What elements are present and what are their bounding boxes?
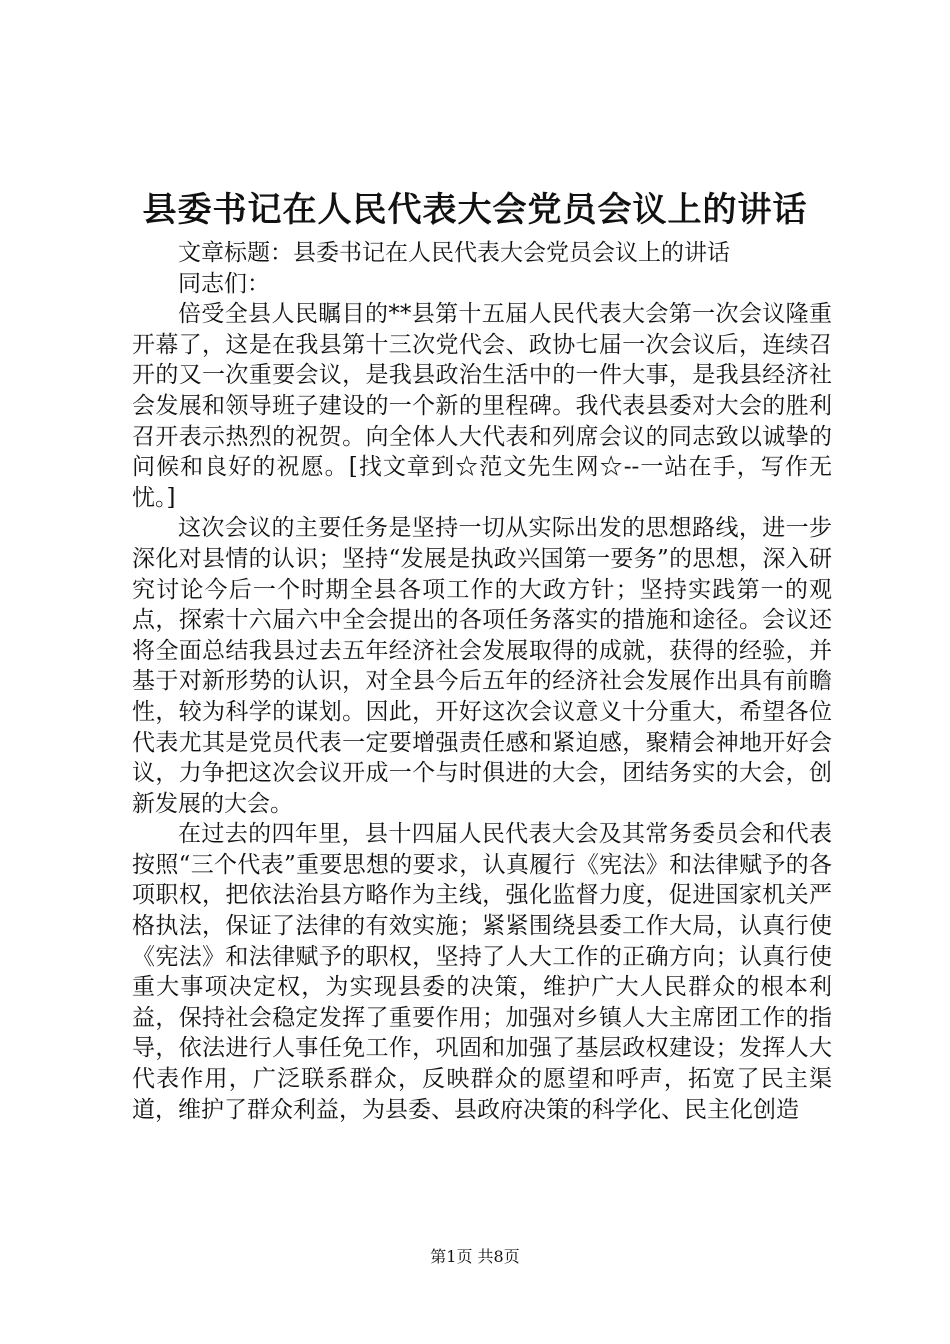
page-title: 县委书记在人民代表大会党员会议上的讲话 <box>142 190 808 230</box>
paragraph-opening: 倍受全县人民瞩目的**县第十五届人民代表大会第一次会议隆重开幕了，这是在我县第十三次党代会、政协七届一次会议后，连续召开的又一次重要会议，是我县政治生活中的一件大事，是我县经济社会发展和领导班子建设的一个新的里程碑。我代表县委对大会的胜利召开表示热烈的祝贺。向全体人大代表和列席会议的同志致以诚挚的问候和良好的祝愿。[找文章到☆范文先生网☆--一站在手，写作无忧。] <box>132 301 832 511</box>
document-body <box>132 238 832 1125</box>
paragraph-salutation: 同志们： <box>178 270 270 297</box>
page-number-footer: 第1页 共8页 <box>430 1247 520 1266</box>
paragraph-tasks: 这次会议的主要任务是坚持一切从实际出发的思想路线，进一步深化对县情的认识；坚持“发展是执政兴国第一要务”的思想，深入研究讨论今后一个时期全县各项工作的大政方针；坚持实践第一的观点，探索十六届六中全会提出的各项任务落实的措施和途径。会议还将全面总结我县过去五年经济社会发展取得的成就，获得的经验，并基于对新形势的认识，对全县今后五年的经济社会发展作出具有前瞻性，较为科学的谋划。因此，开好这次会议意义十分重大，希望各位代表尤其是党员代表一定要增强责任感和紧迫感，聚精会神地开好会议，力争把这次会议开成一个与时俱进的大会，团结务实的大会，创新发展的大会。 <box>132 515 832 817</box>
paragraph-article-title: 文章标题：县委书记在人民代表大会党员会议上的讲话 <box>178 240 730 266</box>
paragraph-review: 在过去的四年里，县十四届人民代表大会及其常务委员会和代表按照“三个代表”重要思想的要求，认真履行《宪法》和法律赋予的各项职权，把依法治县方略作为主线，强化监督力度，促进国家机关严格执法，保证了法律的有效实施；紧紧围绕县委工作大局，认真行使《宪法》和法律赋予的职权，坚持了人大工作的正确方向；认真行使重大事项决定权，为实现县委的决策，维护广大人民群众的根本利益，保持社会稳定发挥了重要作用；加强对乡镇人大主席团工作的指导，依法进行人事任免工作，巩固和加强了基层政权建设；发挥人大代表作用，广泛联系群众，反映群众的愿望和呼声，拓宽了民主渠道，维护了群众利益，为县委、县政府决策的科学化、民主化创造 <box>132 821 832 1123</box>
